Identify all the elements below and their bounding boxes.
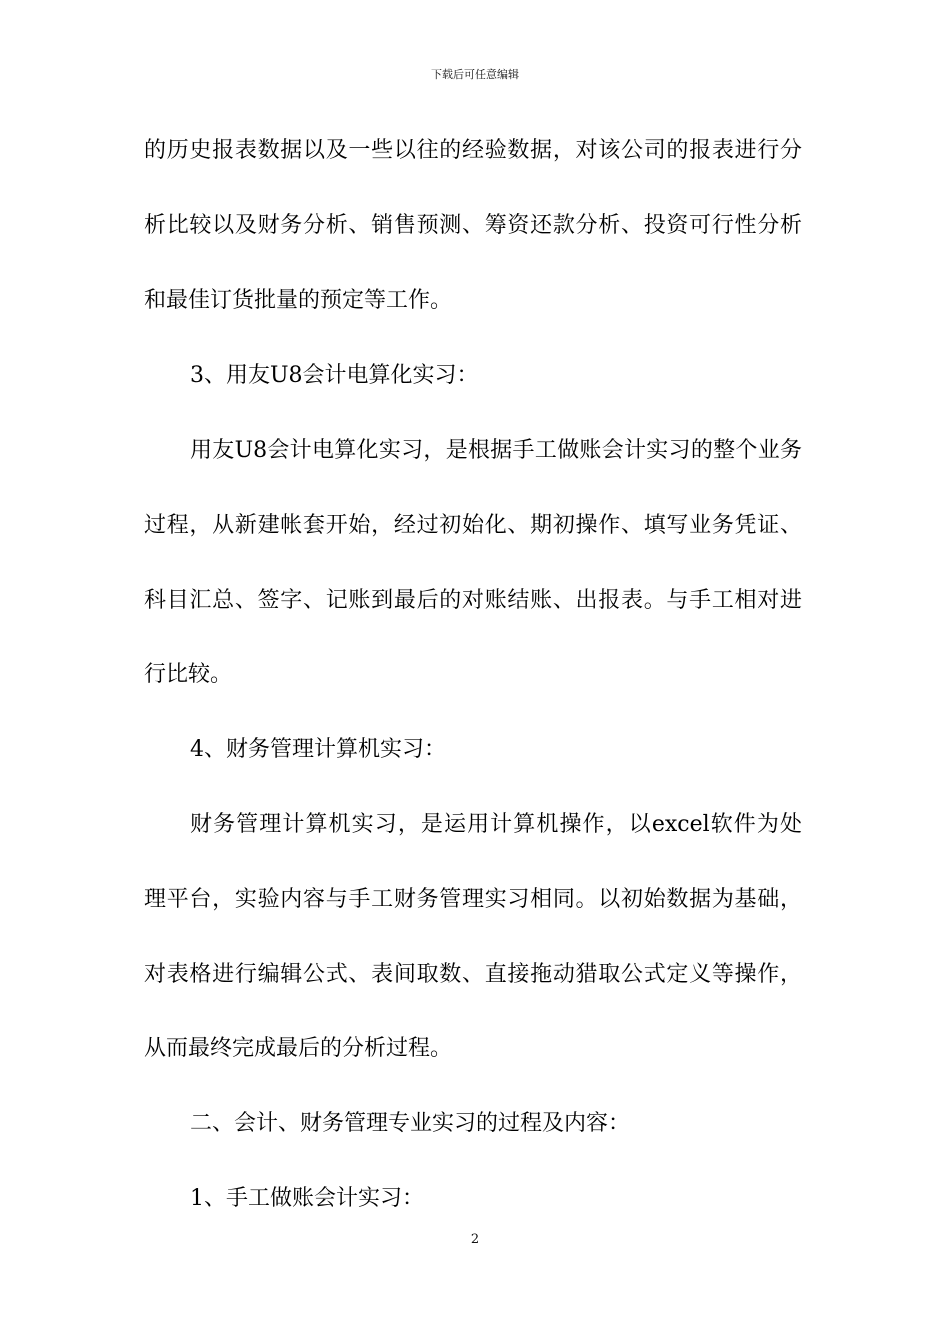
text-line: 对表格进行编辑公式、表间取数、直接拖动猎取公式定义等操作，: [144, 962, 802, 987]
text-line: 财务管理计算机实习，是运用计算机操作，以excel软件为处: [190, 812, 802, 837]
text-line: 理平台，实验内容与手工财务管理实习相同。以初始数据为基础，: [144, 887, 802, 912]
page-header: 下载后可任意编辑: [431, 68, 519, 81]
heading-text: 1、手工做账会计实习：: [190, 1186, 424, 1211]
text-line: 析比较以及财务分析、销售预测、筹资还款分析、投资可行性分析: [144, 213, 802, 238]
text-line: 用友U8会计电算化实习，是根据手工做账会计实习的整个业务: [190, 438, 802, 463]
heading-text: 二、会计、财务管理专业实习的过程及内容：: [190, 1111, 631, 1136]
text-line: 从而最终完成最后的分析过程。: [144, 1036, 453, 1061]
text-line: 科目汇总、签字、记账到最后的对账结账、出报表。与手工相对进: [144, 588, 802, 613]
heading-text: 3、用友U8会计电算化实习：: [190, 363, 479, 388]
text-line: 的历史报表数据以及一些以往的经验数据，对该公司的报表进行分: [144, 138, 802, 163]
text-line: 行比较。: [144, 662, 233, 687]
page-number: 2: [470, 1232, 480, 1247]
text-line: 过程，从新建帐套开始，经过初始化、期初操作、填写业务凭证、: [144, 513, 802, 538]
heading-text: 4、财务管理计算机实习：: [190, 737, 446, 762]
text-line: 和最佳订货批量的预定等工作。: [144, 288, 453, 313]
